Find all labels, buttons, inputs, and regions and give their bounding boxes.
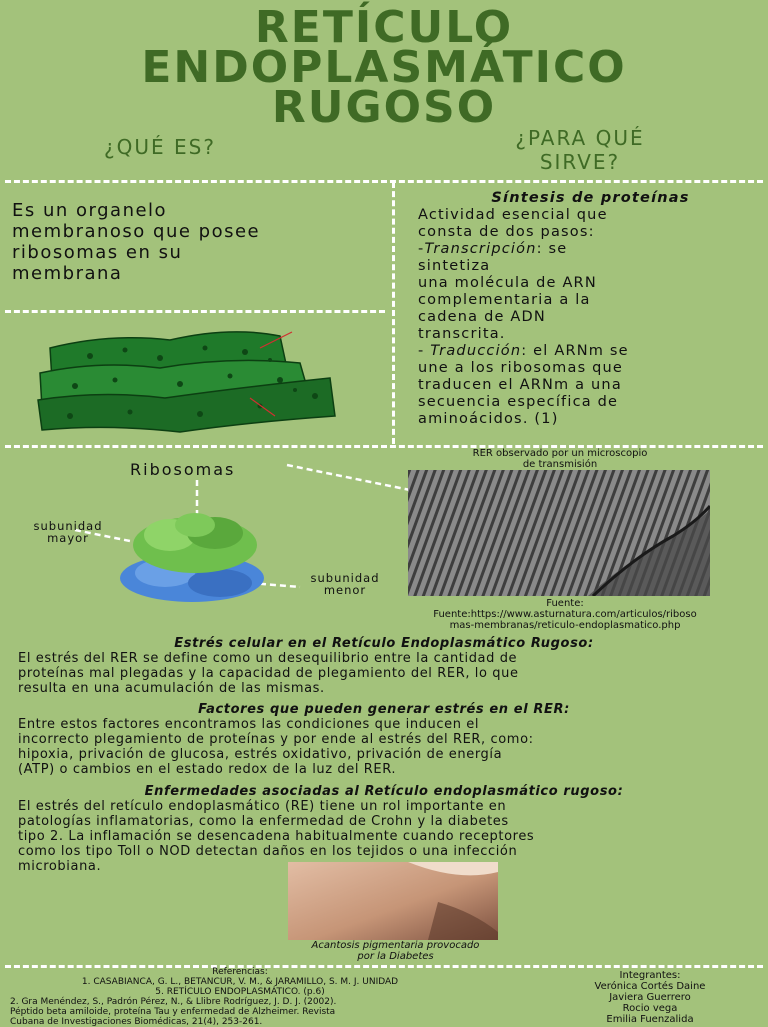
member-name: Javiera Guerrero <box>609 992 691 1003</box>
member-name: Rocio vega <box>622 1003 678 1014</box>
question-what-for <box>480 126 680 174</box>
function-line: sintetiza <box>418 258 491 274</box>
label-minor-line-1: subunidad <box>310 571 380 585</box>
disease-line: como los tipo Toll o NOD detectan daños en los tejidos o una infección <box>18 844 518 859</box>
references <box>10 967 470 1027</box>
members-heading: Integrantes: <box>619 970 681 981</box>
stress-line: El estrés del RER se define como un desequilibrio entre la cantidad de <box>18 651 518 666</box>
divider-left-middle <box>5 310 385 313</box>
stress-line: resulta en una acumulación de las mismas. <box>18 681 325 696</box>
pointer-line-micrograph <box>287 465 410 490</box>
disease-heading: Enfermedades asociadas al Retículo endoplasmático rugoso: <box>144 784 624 799</box>
function-heading: Síntesis de proteínas <box>491 190 690 206</box>
question-what-is: ¿QUÉ ES? <box>104 135 216 159</box>
title-line-1: RETÍCULO <box>254 2 514 53</box>
function-line: aminoácidos. (1) <box>418 411 559 427</box>
label-major-line-2: mayor <box>47 531 89 545</box>
disease-line: microbiana. <box>18 859 102 874</box>
disease-line: El estrés del retículo endoplasmático (RE) tiene un rol importante en <box>18 799 507 814</box>
reference-line: 2. Gra Menéndez, S., Padrón Pérez, N., & Llibre Rodríguez, J. D. J. (2002). <box>10 997 337 1007</box>
function-line-3-prefix: - <box>418 241 425 257</box>
function-term-translation: Traducción <box>430 343 522 359</box>
function-line: Actividad esencial que <box>418 207 608 223</box>
member-name: Emilia Fuenzalida <box>606 1014 694 1025</box>
factors-line: Entre estos factores encontramos las condiciones que inducen el <box>18 717 480 732</box>
disease-section <box>18 784 750 874</box>
references-heading: Referencias: <box>212 967 268 977</box>
reference-line: 5. RETÍCULO ENDOPLASMÁTICO. (p.6) <box>155 987 325 997</box>
function-line-9-rest: : el ARNm se <box>521 343 629 359</box>
factors-line: incorrecto plegamiento de proteínas y por ende al estrés del RER, como: <box>18 732 534 747</box>
micrograph-caption <box>410 448 710 470</box>
disease-line: patologías inflamatorias, como la enfermedad de Crohn y la diabetes <box>18 814 509 829</box>
function-line: transcrita. <box>418 326 506 342</box>
micrograph-caption-line-1: RER observado por un microscopio <box>472 448 648 459</box>
ribosome-major-subunit <box>133 513 257 573</box>
function-line-9-prefix: - <box>418 343 431 359</box>
members <box>540 970 760 1025</box>
stress-heading: Estrés celular en el Retículo Endoplasmático Rugoso: <box>174 636 594 651</box>
label-minor-line-2: menor <box>323 583 367 597</box>
function-line <box>418 241 763 258</box>
photo-caption-line-1: Acantosis pigmentaria provocado <box>311 940 480 951</box>
rer-membrane-stack <box>38 332 335 432</box>
micrograph-source <box>395 598 735 631</box>
stress-section <box>18 636 750 696</box>
definition-text <box>12 200 392 284</box>
label-major-line-1: subunidad <box>33 519 103 533</box>
function-line: una molécula de ARN <box>418 275 597 291</box>
micrograph-caption-line-2: de transmisión <box>522 459 598 470</box>
micrograph-source-line-1: Fuente:https://www.asturnatura.com/articulos/riboso <box>433 609 697 620</box>
acanthosis-photo <box>288 862 498 940</box>
rer-micrograph <box>408 470 710 596</box>
function-line: une a los ribosomas que <box>418 360 624 376</box>
function-term-transcription: Transcripción <box>424 241 537 257</box>
ribosome-title: Ribosomas <box>130 460 236 479</box>
photo-caption <box>278 940 513 962</box>
rer-illustration <box>30 318 350 438</box>
function-line-3-rest: : se <box>536 241 568 257</box>
reference-line: Cubana de Investigaciones Biomédicas, 21(4), 253-261. <box>10 1017 263 1027</box>
stress-line: proteínas mal plegadas y la capacidad de plegamiento del RER, lo que <box>18 666 519 681</box>
function-line: complementaria a la <box>418 292 591 308</box>
function-line: traducen el ARNm a una <box>418 377 622 393</box>
photo-caption-line-2: por la Diabetes <box>357 951 434 962</box>
divider-top <box>5 180 763 183</box>
reference-line: Péptido beta amiloide, proteína Tau y enfermedad de Alzheimer. Revista <box>10 1007 336 1017</box>
reference-line: 1. CASABIANCA, G. L., BETANCUR, V. M., & JARAMILLO, S. M. J. UNIDAD <box>81 977 399 987</box>
member-name: Verónica Cortés Daine <box>594 981 706 992</box>
question-what-for-line-1: ¿PARA QUÉ <box>515 126 645 150</box>
factors-section <box>18 702 750 777</box>
definition-line-1: Es un organelo <box>12 200 168 221</box>
function-text <box>418 190 763 428</box>
label-major-subunit <box>8 520 128 544</box>
title-line-3: RUGOSO <box>271 82 497 133</box>
micrograph-source-line-2: mas-membranas/reticulo-endoplasmatico.php <box>449 620 681 631</box>
divider-vertical <box>392 182 395 444</box>
definition-line-3: ribosomas en su <box>12 242 183 263</box>
page-title <box>0 2 768 133</box>
function-line: secuencia específica de <box>418 394 619 410</box>
factors-line: hipoxia, privación de glucosa, estrés oxidativo, privación de energía <box>18 747 503 762</box>
factors-heading: Factores que pueden generar estrés en el RER: <box>198 702 570 717</box>
disease-line: tipo 2. La inflamación se desencadena habitualmente cuando receptores <box>18 829 535 844</box>
function-line <box>418 343 763 360</box>
question-what-for-line-2: SIRVE? <box>539 150 621 174</box>
definition-line-4: membrana <box>12 263 123 284</box>
definition-line-2: membranoso que posee <box>12 221 261 242</box>
title-line-2: ENDOPLASMÁTICO <box>141 42 627 93</box>
function-line: cadena de ADN <box>418 309 546 325</box>
label-minor-subunit <box>295 572 395 596</box>
function-line: consta de dos pasos: <box>418 224 595 240</box>
factors-line: (ATP) o cambios en el estado redox de la luz del RER. <box>18 762 397 777</box>
micrograph-source-label: Fuente: <box>546 598 584 609</box>
